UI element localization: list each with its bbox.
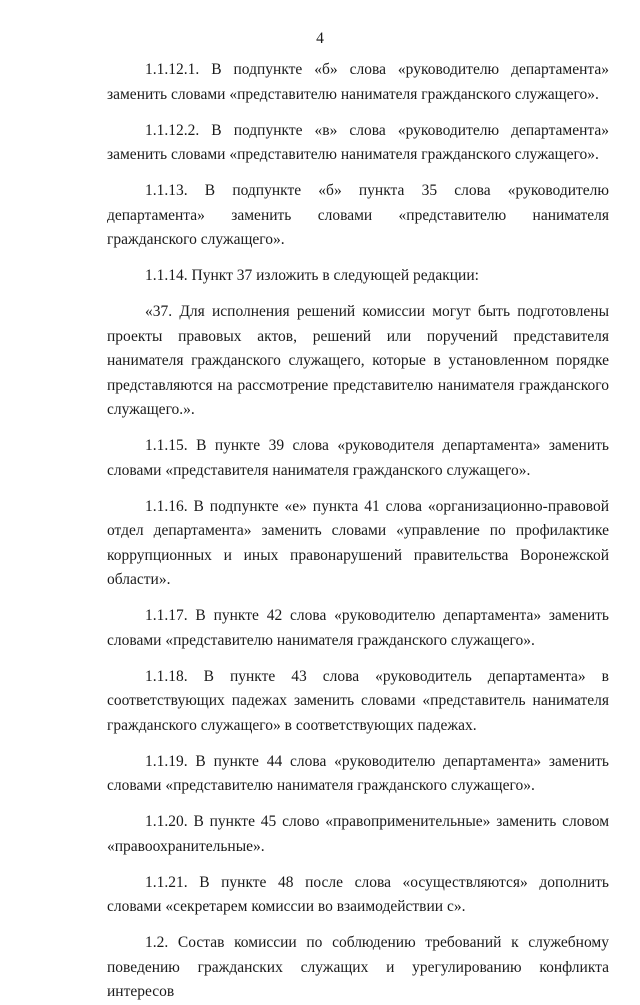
paragraph-1-1-12-2: 1.1.12.2. В подпункте «в» слова «руководителю департамента» заменить словами «представителю нанимателя гражданского служащего». [107, 121, 609, 163]
paragraph-1-1-21: 1.1.21. В пункте 48 после слова «осуществляются» дополнить словами «секретарем комиссии во взаимодействии с». [107, 873, 609, 915]
paragraph-1-1-17: 1.1.17. В пункте 42 слова «руководителю департамента» заменить словами «представителю нанимателя гражданского служащего». [107, 607, 609, 649]
paragraph-1-1-18: 1.1.18. В пункте 43 слова «руководитель департамента» в соответствующих падежах заменить словами «представитель нанимателя гражданского служащего» в соответствующих падежах. [107, 667, 609, 734]
paragraph-1-1-15: 1.1.15. В пункте 39 слова «руководителя департамента» заменить словами «представителя нанимателя гражданского служащего». [107, 437, 609, 479]
paragraph-1-1-19: 1.1.19. В пункте 44 слова «руководителю департамента» заменить словами «представителю нанимателя гражданского служащего». [107, 752, 609, 794]
paragraph-1-2: 1.2. Состав комиссии по соблюдению требований к служебному поведению гражданских служащих и урегулированию конфликта интересов [107, 934, 609, 1000]
page-number: 4 [316, 30, 324, 47]
paragraph-1-1-14: 1.1.14. Пункт 37 изложить в следующей редакции: [145, 267, 479, 284]
paragraph-1-1-12-1: 1.1.12.1. В подпункте «б» слова «руководителю департамента» заменить словами «представителю нанимателя гражданского служащего». [107, 61, 609, 103]
document-body [107, 58, 609, 1005]
paragraph-1-1-16: 1.1.16. В подпункте «е» пункта 41 слова «организационно-правовой отдел департамента» заменить словами «управление по профилактике коррупционных и иных правонарушений правительства Воронежской области». [107, 497, 609, 588]
paragraph-1-1-20: 1.1.20. В пункте 45 слово «правоприменительные» заменить словом «правоохранительные». [107, 813, 609, 855]
paragraph-1-1-13: 1.1.13. В подпункте «б» пункта 35 слова «руководителю департамента» заменить словами «представителю нанимателя гражданского служащего». [107, 182, 609, 248]
paragraph-quoted-37: «37. Для исполнения решений комиссии могут быть подготовлены проекты правовых актов, решений или поручений представителя нанимателя гражданского служащего, которые в установленном порядке представляются на рассмотрение представителю нанимателя гражданского служащего.». [107, 303, 609, 418]
